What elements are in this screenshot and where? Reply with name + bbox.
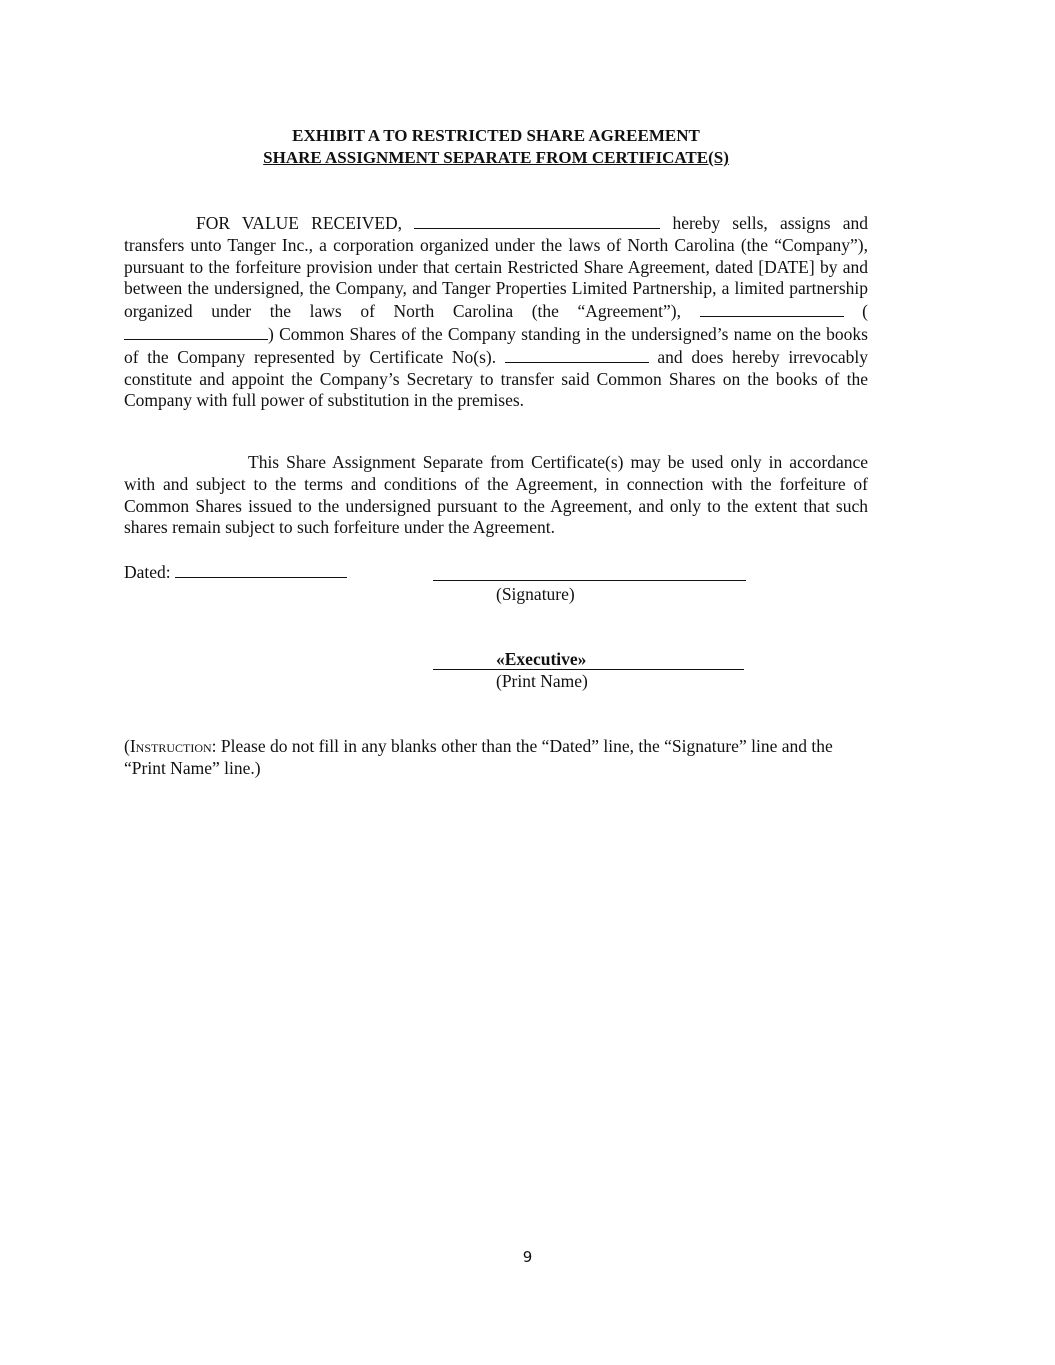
paragraph-body: hereby sells, assigns and transfers unto Tanger Inc., a corporation organized under the laws of North Carolina (the “Company”), pursuant to the forfeiture provision under that certain Restricted Share Agreement, dated [DATE] by and between the undersigned, the Company, and Tanger Properties Limited Partnership, a limited partnership organized under the laws of North Carolina (the “Agreement”),	[124, 213, 868, 322]
instruction-note	[124, 735, 868, 779]
paren-open: (	[843, 301, 869, 322]
assignor-blank	[414, 212, 660, 229]
usage-paragraph: This Share Assignment Separate from Certificate(s) may be used only in accordance with and subject to the terms and conditions of the Agreement, in connection with the forfeiture of Common Shares issued to the undersigned pursuant to the Agreement, and only to the extent that such shares remain subject to such forfeiture under the Agreement.	[124, 452, 868, 538]
paragraph-body-2: ) Common Shares of the Company standing in the undersigned’s name on the books of the Company represented by Certificate No(s).	[124, 323, 868, 367]
print-name-line[interactable]	[433, 648, 744, 670]
instruction-text: : Please do not fill in any blanks other than the “Dated” line, the “Signature” line and the “Print Name” line.)	[124, 736, 833, 778]
paragraph-tail: and does hereby irrevocably constitute and appoint the Company’s Secretary to transfer said Common Shares on the books of the Company with full power of substitution in the premises.	[124, 346, 868, 411]
instruction-label: Instruction	[129, 736, 212, 756]
dated-label: Dated:	[124, 562, 171, 582]
print-name-caption: (Print Name)	[496, 671, 588, 691]
assignment-paragraph	[124, 212, 868, 412]
certificate-number-blank	[505, 346, 649, 363]
signature-line[interactable]	[433, 580, 746, 581]
instruction-open-paren: (	[124, 736, 130, 756]
exhibit-heading: EXHIBIT A TO RESTRICTED SHARE AGREEMENT	[292, 126, 700, 145]
assignment-heading: SHARE ASSIGNMENT SEPARATE FROM CERTIFICATE(S)	[263, 148, 729, 167]
dated-row	[124, 561, 347, 583]
share-count-number-blank	[124, 323, 268, 340]
executive-name: «Executive»	[496, 649, 587, 669]
share-count-words-blank	[700, 300, 844, 317]
document-title	[124, 125, 868, 169]
signature-caption: (Signature)	[496, 584, 575, 604]
dated-line[interactable]	[175, 561, 347, 578]
paragraph-lead: FOR VALUE RECEIVED,	[196, 213, 415, 233]
page-number: 9	[522, 1248, 533, 1266]
